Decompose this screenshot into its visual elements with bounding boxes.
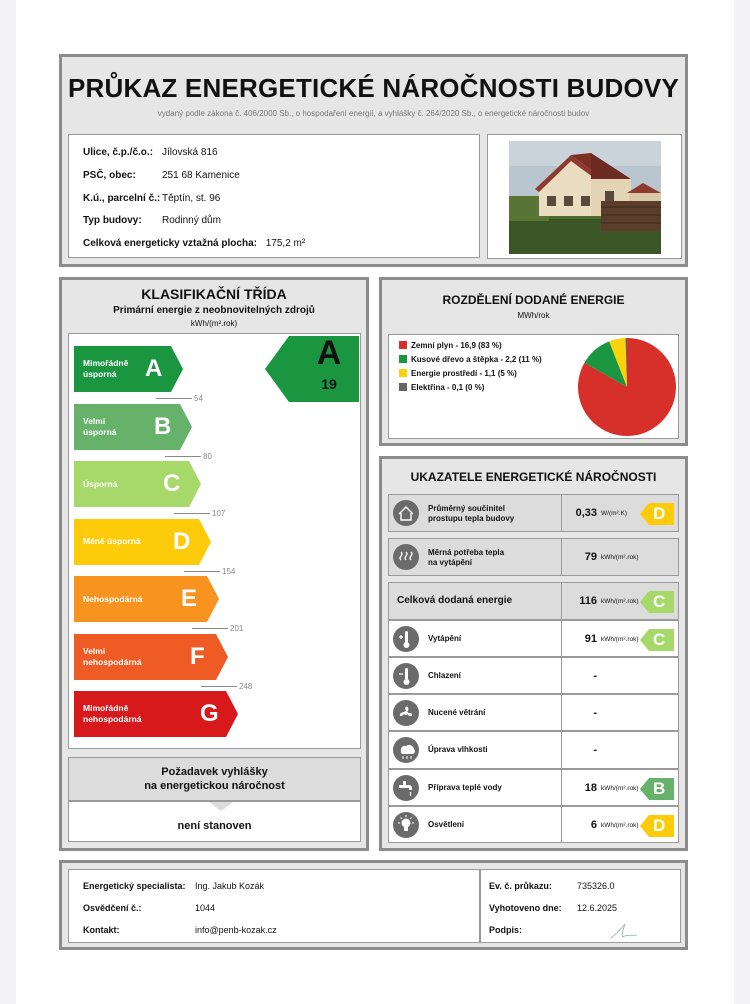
heat-demand-icon [393,544,419,570]
indicator-value: 6 [590,818,597,831]
classification-subtitle: Primární energie z neobnovitelných zdrojů [113,305,315,316]
indicator-row [388,657,679,694]
energy-class-scale [68,333,361,749]
indicator-class-badge: B [640,778,674,800]
distribution-pie [577,337,677,437]
indicator-label: Nucené větrání [428,707,486,717]
indicators-title: UKAZATELE ENERGETICKÉ NÁROČNOSTI [410,470,657,484]
indicator-label: Měrná potřeba tepla na vytápění [428,548,505,567]
parcel-value: Těptín, st. 96 [162,193,221,204]
energy-class-bar-g [74,691,238,737]
humidity-icon [393,737,419,763]
hot-water-tap-icon [393,775,419,801]
class-threshold: 154 [184,567,235,576]
indicator-unit: kWh/(m².rok) [601,635,639,643]
legend-swatch [399,341,407,349]
energy-class-bar-c [74,461,201,507]
indicator-row [388,769,679,806]
parcel-row: K.ú., parcelní č.: Těptín, st. 96 [83,193,221,204]
indicator-unit: kWh/(m².rok) [601,821,639,829]
indicator-class-badge: C [640,591,674,613]
building-photo-frame [487,134,682,259]
indicator-label: Celková dodaná energie [397,595,513,606]
indicator-value: - [593,669,597,682]
distribution-chart [388,334,679,439]
energy-class-label: Mimořádně úsporná [83,358,129,379]
current-class-value: 19 [321,376,337,392]
legend-item: Kusové dřevo a štěpka - 2,2 (11 %) [399,355,542,364]
indicator-class-badge: D [640,503,674,525]
indicator-value: 79 [584,551,597,563]
indicator-label: Příprava teplé vody [428,782,502,792]
energy-class-bar-a [74,346,183,392]
indicator-label: Úprava vlhkosti [428,745,488,754]
indicator-unit: kWh/(m².rok) [601,784,639,792]
energy-class-letter: G [200,700,219,727]
page-subtitle: vydaný podle zákona č. 406/2000 Sb., o hospodaření energií, a vyhlášky č. 264/2020 Sb., o energetické náročnosti budov [157,109,590,118]
street-row: Ulice, č.p./č.o.: Jílovská 816 [83,147,218,158]
energy-class-bar-d [74,519,211,565]
indicator-value: 91 [584,632,597,645]
distribution-title: ROZDĚLENÍ DODANÉ ENERGIE [442,293,625,307]
classification-unit: kWh/(m².rok) [190,319,238,328]
distribution-unit: MWh/rok [517,311,550,320]
energy-class-letter: F [190,642,205,670]
indicator-label: Vytápění [428,633,462,643]
indicator-label: Osvětlení [428,819,465,829]
energy-class-label: Úsporná [83,478,118,489]
indicator-row [388,806,679,843]
classification-panel [59,277,369,851]
class-threshold: 80 [165,452,212,461]
cooling-thermometer-icon [393,663,419,689]
psc-row: PSČ, obec: 251 68 Kamenice [83,170,240,181]
energy-class-label: Méně úsporná [83,536,141,546]
class-threshold: 248 [201,682,252,691]
indicator-row [388,731,679,769]
energy-class-letter: D [173,527,191,555]
energy-class-bar-f [74,634,228,680]
indicator-row [388,694,679,731]
requirement-value-box [68,801,361,842]
building-type-value: Rodinný dům [162,215,221,226]
building-type-row: Typ budovy: Rodinný dům [83,215,221,226]
indicator-label: Průměrný součinitel prostupu tepla budovy [428,504,515,523]
indicator-value: - [593,706,597,719]
requirement-value: není stanoven [177,820,252,832]
energy-class-label: Velmi úsporná [83,415,117,437]
requirement-header: Požadavek vyhlášky na energetickou náročnost [68,757,361,801]
energy-distribution-panel [379,277,688,446]
legend-item: Energie prostředí - 1,1 (5 %) [399,369,517,378]
psc-value: 251 68 Kamenice [162,170,240,181]
heating-thermometer-icon [393,626,419,652]
legend-swatch [399,383,407,391]
requirement-pointer [209,802,233,811]
energy-class-letter: A [145,355,163,382]
ventilation-fan-icon [393,700,419,726]
class-threshold: 54 [156,394,203,403]
legend-item: Elektřina - 0,1 (0 %) [399,383,484,392]
contact-email: info@penb-kozak.cz [195,925,277,935]
indicator-row [388,494,679,532]
current-class-letter: A [316,334,342,372]
energy-class-label: Velmi nehospodárná [83,645,142,667]
specialist-info: Energetický specialista: Ing. Jakub Kozák Osvědčení č.: 1044 Kontakt: info@penb-kozak.cz [68,869,480,943]
record-info: Ev. č. průkazu: 735326.0 Vyhotoveno dne: 12.6.2025 Podpis: [480,869,681,943]
building-photo [509,141,661,254]
indicator-row [388,582,679,620]
indicator-value: - [593,744,597,756]
area-value: 175,2 m² [265,238,306,249]
record-number: 735326.0 [577,881,615,891]
energy-class-bar-b [74,404,192,450]
indicator-value: 0,33 [575,507,597,519]
specialist-name: Ing. Jakub Kozák [195,881,265,891]
indicators-panel [379,456,688,851]
indicator-value: 116 [579,595,597,607]
signature [609,922,639,940]
energy-class-label: Mimořádně nehospodárná [83,703,142,724]
legend-item: Zemní plyn - 16,9 (83 %) [399,341,502,350]
legend-swatch [399,369,407,377]
class-threshold: 201 [192,624,243,633]
area-row: Celková energeticky vztažná plocha: 175,2 m² [83,238,306,249]
energy-class-letter: B [154,412,172,440]
footer-panel [59,860,688,950]
indicator-value: 18 [584,781,597,794]
building-info [68,134,480,258]
certificate-number: 1044 [195,903,216,913]
indicator-label: Chlazení [428,670,461,680]
indicator-unit: kWh/(m².rok) [601,554,639,561]
energy-class-letter: E [181,585,198,612]
street-value: Jílovská 816 [162,147,218,158]
indicator-row [388,620,679,657]
issued-date: 12.6.2025 [577,903,618,913]
indicator-class-badge: C [640,629,674,651]
page-title: PRŮKAZ ENERGETICKÉ NÁROČNOSTI BUDOVY [67,73,679,103]
indicator-class-badge: D [640,815,674,837]
header-panel [59,54,688,267]
energy-class-label: Nehospodárná [83,593,143,604]
class-threshold: 107 [174,509,225,518]
lightbulb-icon [393,812,419,838]
legend-swatch [399,355,407,363]
indicator-unit: W/(m².K) [601,510,627,517]
classification-title: KLASIFIKAČNÍ TŘÍDA [141,286,287,302]
indicator-unit: kWh/(m².rok) [601,598,639,605]
current-class-indicator [265,336,359,407]
indicator-row [388,538,679,576]
energy-class-bar-e [74,576,219,622]
house-envelope-icon [393,500,419,526]
energy-class-letter: C [163,470,181,497]
